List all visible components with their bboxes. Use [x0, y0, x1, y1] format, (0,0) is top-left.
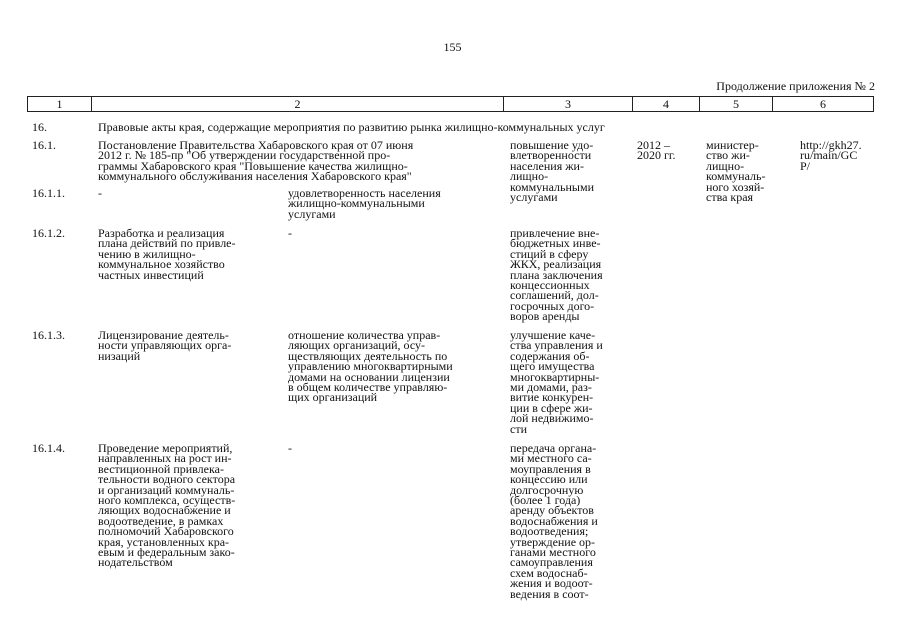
- row-16-1-3-indicator: отношение количества управ- ляющих организаций, осу- ществляющих деятельность по управлению многоквартирными домами на основании лицензии в общем количестве управляю- щих организаций: [288, 328, 453, 405]
- section-number: 16.: [32, 120, 47, 134]
- header-col-2: 2: [92, 97, 504, 111]
- header-col-3: 3: [504, 97, 633, 111]
- header-col-6: 6: [820, 97, 826, 111]
- row-16-1-3-number: 16.1.3.: [32, 328, 65, 342]
- row-16-1-act: Постановление Правительства Хабаровского края от 07 июня 2012 г. № 185-пр "Об утверждении государственной про- граммы Хабаровского края "Повышение качества жилищно- коммунального обслуживания населения Хабаровского края": [98, 138, 414, 184]
- header-col-5: 5: [700, 97, 773, 111]
- row-16-1-4-indicator: -: [288, 441, 292, 455]
- row-16-1-period: 2012 – 2020 гг.: [637, 138, 676, 163]
- continuation-label: Продолжение приложения № 2: [716, 79, 875, 93]
- page-number: 155: [443, 40, 462, 54]
- row-16-1-2-number: 16.1.2.: [32, 226, 65, 240]
- row-16-1-number: 16.1.: [32, 138, 56, 152]
- table-header: [27, 96, 874, 112]
- row-16-1-3-result: улучшение каче- ства управления и содержания об- щего имущества многоквартирны- ми домами, раз- витие конкурен- ции в сфере жи- лой недвижимо- сти: [510, 328, 603, 436]
- row-16-1-4-measure: Проведение мероприятий, направленных на рост ин- вестиционной привлека- тельности водного сектора и организаций коммуналь- ного комплекса, осуществ- ляющих водоснабжение и водоотведение, в рамках полномочий Хабаровского края, установленных кра- евым и федеральным зако- нодательством: [98, 441, 236, 570]
- row-16-1-1-number: 16.1.1.: [32, 186, 65, 200]
- row-16-1-result: повышение удо- влетворенности населения жи- лищно- коммунальными услугами: [510, 138, 594, 205]
- row-16-1-2-result: привлечение вне- бюджетных инве- стиций в сферу ЖКХ, реализация плана заключения концессионных соглашений, дол- госрочных дого- воров аренды: [510, 226, 603, 324]
- header-col-1: 1: [28, 97, 92, 111]
- header-col-4: 4: [633, 97, 700, 111]
- row-16-1-2-indicator: -: [288, 226, 292, 240]
- row-16-1-2-measure: Разработка и реализация плана действий по привле- чению в жилищно- коммунальное хозяйство частных инвестиций: [98, 226, 236, 282]
- row-16-1-4-number: 16.1.4.: [32, 441, 65, 455]
- row-16-1-3-measure: Лицензирование деятель- ности управляющих орга- низаций: [98, 328, 232, 363]
- row-16-1-1-indicator: удовлетворенность населения жилищно-коммунальными услугами: [288, 186, 441, 221]
- row-16-1-responsible: министер- ство жи- лищно- коммуналь- ного хозяй- ства края: [706, 138, 766, 205]
- row-16-1-link[interactable]: http://gkh27. ru/main/GC P/: [800, 138, 862, 173]
- row-16-1-4-result: передача органа- ми местного са- моуправления в концессию или долгосрочную (более 1 года) аренду объектов водоснабжения и водоотведения; утверждение ор- ганами местного самоуправления схем водоснаб- жения и водоот- ведения в соот-: [510, 441, 598, 601]
- row-16-1-1-measure: -: [98, 186, 102, 200]
- section-title: Правовые акты края, содержащие мероприятия по развитию рынка жилищно-коммунальных услуг: [98, 120, 605, 134]
